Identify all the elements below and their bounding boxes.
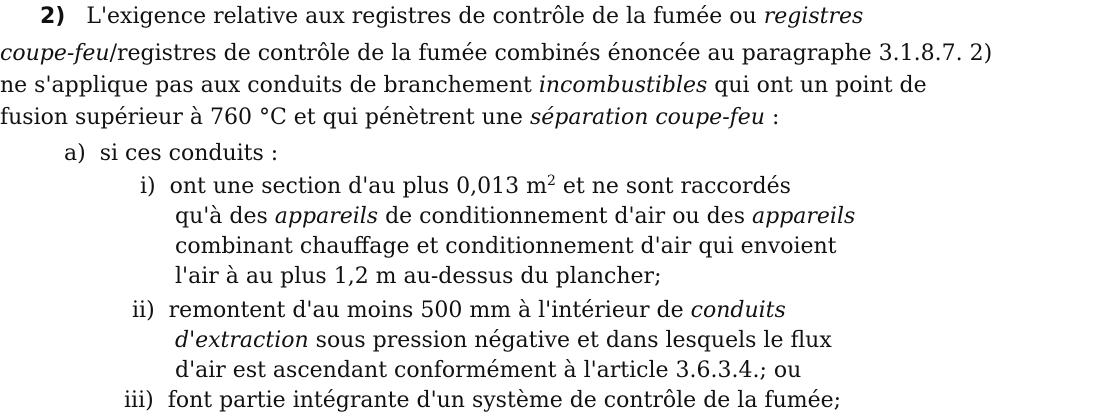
paragraph-term: registres [763, 4, 864, 29]
item-text: de conditionnement d'air ou des [378, 204, 752, 229]
item-term: conduits [690, 298, 786, 323]
item-label: ii) [132, 298, 155, 323]
item-text: remontent d'au moins 500 mm à l'intérieur de [168, 298, 691, 323]
paragraph-line-4 [0, 103, 779, 133]
item-label: i) [140, 174, 156, 199]
item-ii-line-1 [132, 296, 786, 326]
item-i-line-1 [140, 172, 791, 202]
paragraph-text: /registres de contrôle de la fumée combinés énoncée au paragraphe 3.1.8.7. 2) [109, 41, 993, 66]
item-iii-line-1 [124, 386, 841, 416]
paragraph-term: incombustibles [538, 73, 708, 98]
paragraph-number: 2) [40, 4, 66, 29]
clause-a [64, 139, 278, 169]
item-i-line-2 [175, 202, 855, 232]
item-text: sous pression négative et dans lesquels le flux [308, 328, 832, 353]
item-i-line-3 [175, 232, 837, 262]
item-text: qu'à des [175, 204, 275, 229]
item-text: font partie intégrante d'un système de contrôle de la fumée; [167, 388, 842, 413]
item-text: d'air est ascendant conformément à l'article 3.6.3.4.; ou [175, 358, 802, 383]
paragraph-line-1 [40, 2, 863, 32]
item-i-line-4 [175, 262, 661, 292]
clause-text: si ces conduits : [99, 141, 279, 166]
paragraph-line-3 [0, 71, 927, 101]
item-text: ont une section d'au plus 0,013 m [169, 174, 547, 199]
paragraph-text: fusion supérieur à 760 °C et qui pénètrent une [0, 105, 530, 130]
paragraph-text: ne s'applique pas aux conduits de branchement [0, 73, 539, 98]
item-text: et ne sont raccordés [555, 174, 791, 199]
item-text: combinant chauffage et conditionnement d'air qui envoient [175, 234, 837, 259]
item-text: l'air à au plus 1,2 m au-dessus du plancher; [175, 264, 662, 289]
clause-label: a) [64, 141, 86, 166]
item-ii-line-2 [175, 326, 832, 356]
item-label: iii) [124, 388, 154, 413]
item-term: appareils [274, 204, 379, 229]
item-term: d'extraction [175, 328, 309, 353]
paragraph-text: : [764, 105, 780, 130]
paragraph-text: qui ont un point de [707, 73, 927, 98]
paragraph-text: L'exigence relative aux registres de contrôle de la fumée ou [86, 4, 764, 29]
paragraph-term: coupe-feu [0, 41, 110, 66]
item-term: appareils [752, 204, 856, 229]
paragraph-term: séparation coupe-feu [529, 105, 765, 130]
paragraph-line-2 [0, 39, 992, 69]
superscript: 2 [546, 173, 556, 189]
item-ii-line-3 [175, 356, 801, 386]
